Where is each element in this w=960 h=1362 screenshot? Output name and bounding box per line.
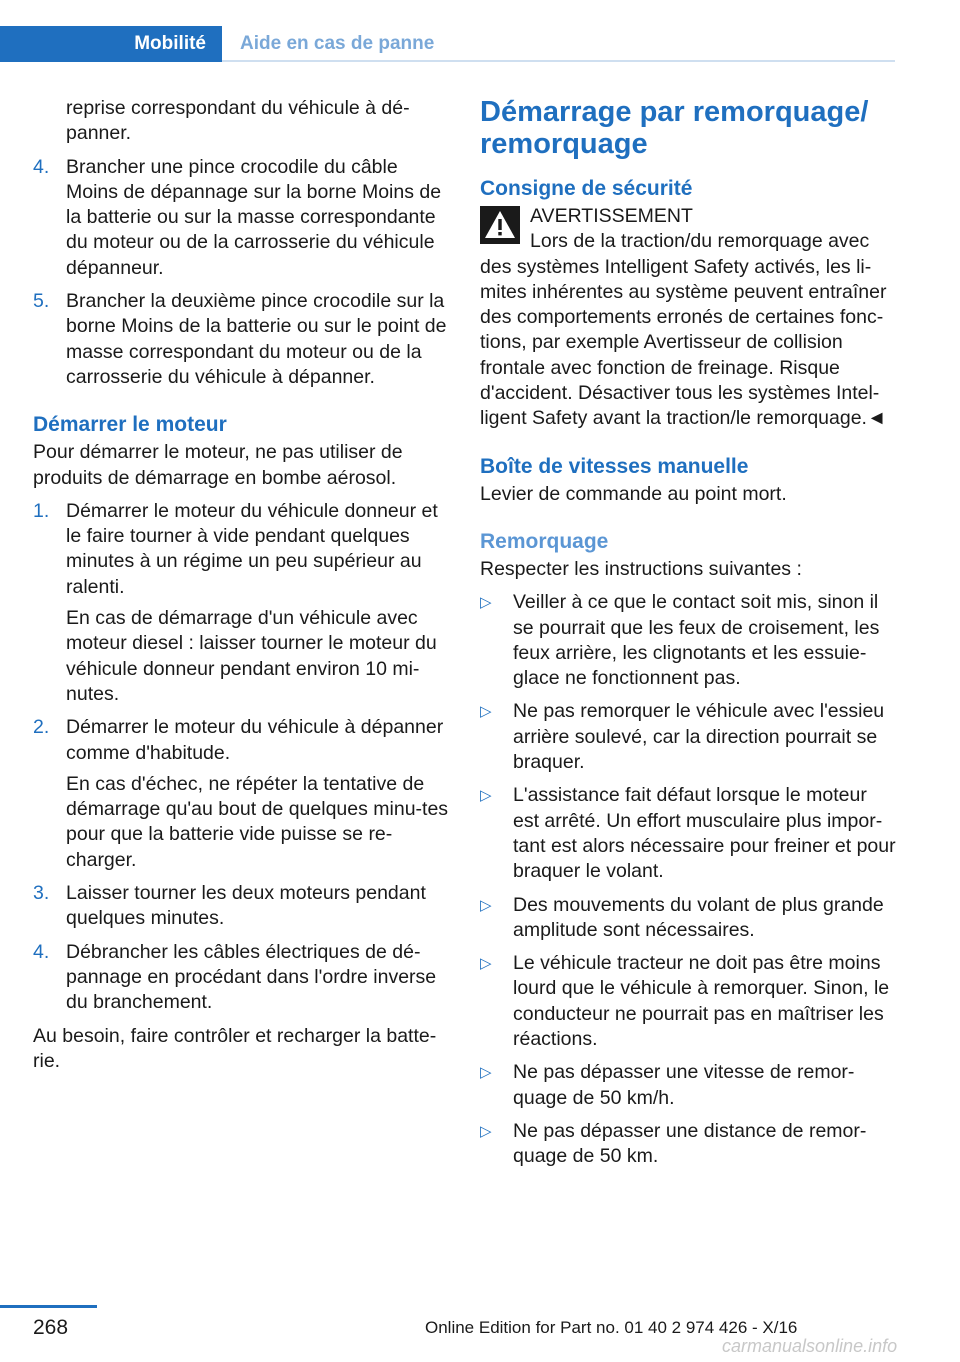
step-number: 4.: [33, 155, 50, 178]
bullet-triangle-icon: ▷: [480, 896, 492, 914]
step-text: Brancher la deuxième pince crocodile sur la borne Moins de la batterie ou sur le point de masse correspondant du moteur ou de la carrosserie du véhicule à dépanner.: [66, 290, 447, 388]
footer-accent-line: [0, 1305, 97, 1308]
steps-list-a: [33, 155, 451, 391]
steps-list-b: [33, 499, 451, 1016]
tab-mobilite[interactable]: Mobilité: [0, 26, 222, 62]
bullet-triangle-icon: ▷: [480, 787, 492, 805]
closing-text: Au besoin, faire contrôler et recharger la batte-rie.: [33, 1024, 437, 1072]
list-item: [480, 951, 898, 1052]
list-item: [480, 1119, 898, 1170]
step-number: 4.: [33, 940, 50, 963]
bullet-text: Veiller à ce que le contact soit mis, sinon il se pourrait que les feux de croisement, les feux arrière, les clignotants et les essuie-glace ne fonctionnent pas.: [513, 591, 880, 690]
bullet-text: Des mouvements du volant de plus grande amplitude sont nécessaires.: [513, 893, 884, 941]
list-item: [480, 893, 898, 944]
list-item: [33, 715, 451, 873]
step-number: 5.: [33, 290, 50, 313]
step-extra: En cas de démarrage d'un véhicule avec moteur diesel : laisser tourner le moteur du véhicule donneur pendant environ 10 mi-nutes.: [66, 607, 437, 705]
warning-label: AVERTISSEMENT: [530, 205, 693, 227]
warning-triangle-icon: [480, 206, 520, 244]
step-text: Brancher une pince crocodile du câble Moins de dépannage sur la borne Moins de la batterie ou sur la masse correspondante du moteur ou de la carrosserie du véhicule dépanneur.: [66, 155, 442, 279]
list-item: [33, 499, 451, 707]
list-item: [33, 940, 451, 1016]
online-edition-text: Online Edition for Part no. 01 40 2 974 426 - X/16: [425, 1318, 798, 1337]
left-column: [33, 96, 451, 1082]
continued-step-text: reprise correspondant du véhicule à dé-panner.: [66, 97, 410, 145]
list-item: [33, 881, 451, 932]
bullet-text: Ne pas dépasser une vitesse de remor-quage de 50 km/h.: [513, 1061, 855, 1109]
warning-text: Lors de la traction/du remorquage avec des systèmes Intelligent Safety activés, les li-mites inhérentes au système peuvent entraîner des comportements erronés de certaines fonc-tions, par exemple Avertisseur de collision frontale avec fonction de freinage. Risque d'accident. Désactiver tous les systèmes Intel-ligent Safety avant la traction/le remorquage.◄: [480, 230, 887, 430]
bullet-triangle-icon: ▷: [480, 594, 492, 612]
section-title-securite: Consigne de sécurité: [480, 177, 693, 200]
bullet-triangle-icon: ▷: [480, 1064, 492, 1082]
section-title-remorquage: Remorquage: [480, 529, 609, 553]
main-title: Démarrage par remorquage/ remorquage: [480, 96, 869, 160]
step-text: Laisser tourner les deux moteurs pendant quelques minutes.: [66, 882, 426, 930]
tab-divider-line: [222, 60, 895, 62]
list-item: [33, 289, 451, 390]
step-extra: En cas d'échec, ne répéter la tentative de démarrage qu'au bout de quelques minu-tes pour que la batterie vide puisse se re-charger.: [66, 772, 449, 871]
section-title-boite: Boîte de vitesses manuelle: [480, 454, 749, 478]
bullet-triangle-icon: ▷: [480, 1122, 492, 1140]
step-number: 1.: [33, 499, 50, 522]
right-column: [480, 96, 898, 1178]
bullet-text: Ne pas remorquer le véhicule avec l'essieu arrière soulevé, car la direction pourrait se braquer.: [513, 700, 885, 774]
tab-aide-en-cas-de-panne[interactable]: Aide en cas de panne: [240, 33, 435, 54]
bullet-text: Le véhicule tracteur ne doit pas être moins lourd que le véhicule à remorquer. Sinon, le conducteur ne pourrait pas en maîtriser les réactions.: [513, 952, 890, 1051]
list-item: [480, 1060, 898, 1111]
list-item: [480, 699, 898, 775]
section-intro: Pour démarrer le moteur, ne pas utiliser de produits de démarrage en bombe aérosol.: [33, 441, 403, 489]
watermark-text: carmanualsonline.info: [722, 1336, 898, 1356]
bullet-triangle-icon: ▷: [480, 955, 492, 973]
section-title-demarrer: Démarrer le moteur: [33, 413, 227, 437]
bullet-triangle-icon: ▷: [480, 703, 492, 721]
bullet-text: Ne pas dépasser une distance de remor-quage de 50 km.: [513, 1119, 867, 1168]
step-text: Démarrer le moteur du véhicule à dépanner comme d'habitude.: [66, 716, 444, 764]
page-number: 268: [33, 1316, 69, 1339]
list-item: [480, 590, 898, 691]
bullet-text: L'assistance fait défaut lorsque le moteur est arrêté. Un effort musculaire plus impor-tant est alors nécessaire pour freiner et pour braquer le volant.: [513, 784, 896, 883]
chapter-tabs: [0, 26, 895, 62]
list-item: [33, 155, 451, 281]
towing-bullets: [480, 590, 898, 1169]
gearbox-text: Levier de commande au point mort.: [480, 482, 787, 505]
warning-box: [480, 204, 898, 432]
list-item: [480, 783, 898, 884]
step-number: 2.: [33, 716, 50, 739]
step-text: Débrancher les câbles électriques de dé-pannage en procédant dans l'ordre inverse du branchement.: [66, 940, 437, 1014]
step-number: 3.: [33, 882, 50, 905]
towing-intro: Respecter les instructions suivantes :: [480, 557, 802, 580]
step-text: Démarrer le moteur du véhicule donneur et le faire tourner à vide pendant quelques minutes à un régime un peu supérieur au ralenti.: [66, 499, 438, 598]
